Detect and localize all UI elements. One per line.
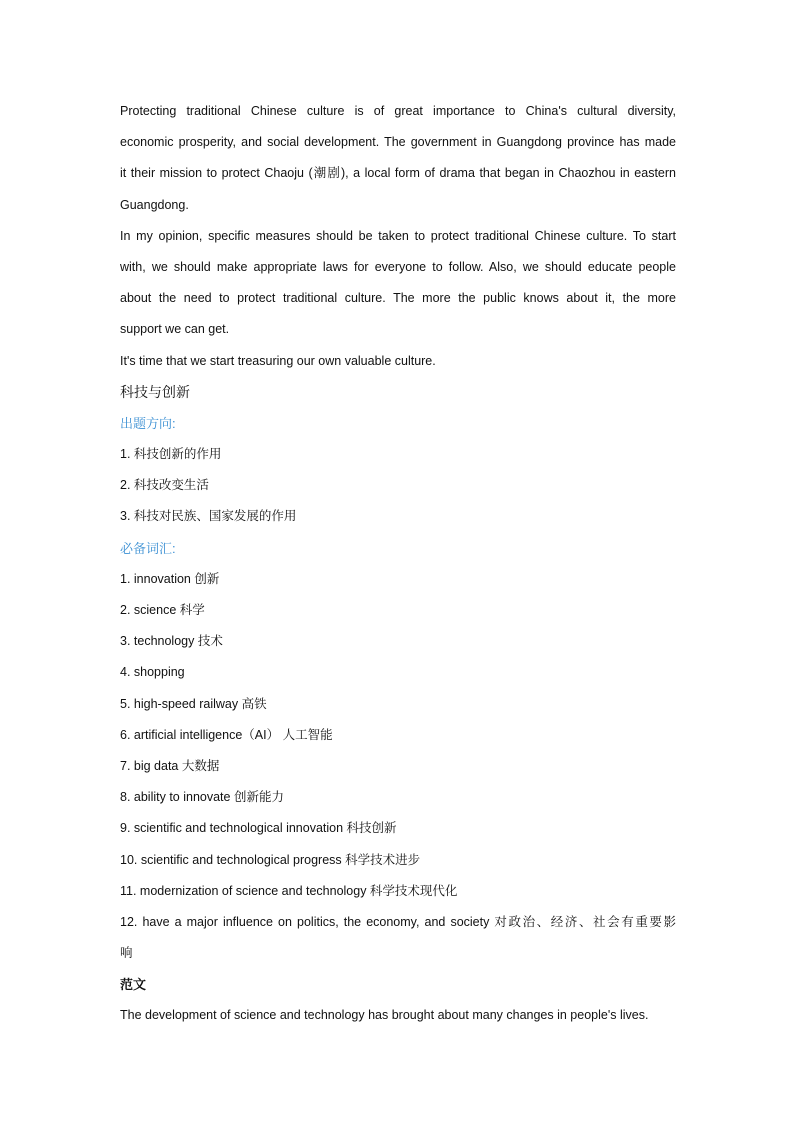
vocab-list [120,564,676,969]
list-item: 4. shopping [120,665,185,680]
paragraph-line: In my opinion, specific measures should be taken to protect traditional Chinese culture. To start [120,228,676,243]
list-item: 8. ability to innovate 创新能力 [120,790,284,805]
document-page [120,96,676,1032]
paragraph-opinion [120,221,676,346]
paragraph-conclusion: It's time that we start treasuring our own valuable culture. [120,353,436,368]
list-item: 12. have a major influence on politics, the economy, and society 对政治、经济、社会有重要影 [120,914,676,929]
paragraph-line: Protecting traditional Chinese culture is of great importance to China's cultural diversity, [120,104,676,118]
paragraph-line: support we can get. [120,322,230,337]
list-item: 6. artificial intelligence（AI） 人工智能 [120,727,333,742]
list-item: 3. 科技对民族、国家发展的作用 [120,509,297,524]
list-item: 9. scientific and technological innovation 科技创新 [120,821,397,836]
paragraph-line: with, we should make appropriate laws for everyone to follow. Also, we should educate people [120,259,676,274]
list-item: 2. science 科学 [120,603,205,617]
paragraph-line: Guangdong. [120,197,189,212]
vocab-label: 必备词汇: [120,540,176,556]
sample-essay-label: 范文 [120,977,147,993]
paragraph-line: it their mission to protect Chaoju (潮剧), a local form of drama that began in Chaozhou in eastern [120,166,676,181]
list-item: 11. modernization of science and technology 科学技术现代化 [120,883,458,898]
directions-list [120,439,676,533]
directions-label: 出题方向: [120,415,176,431]
paragraph-culture-importance [120,96,676,221]
list-item: 10. scientific and technological progress 科学技术进步 [120,852,421,867]
list-item: 3. technology 技术 [120,634,223,649]
list-item-continuation: 响 [120,946,133,961]
list-item: 2. 科技改变生活 [120,478,209,493]
section-title: 科技与创新 [120,383,190,400]
list-item: 7. big data 大数据 [120,758,220,773]
paragraph-line: about the need to protect traditional culture. The more the public knows about it, the more [120,291,676,306]
paragraph-line: economic prosperity, and social development. The government in Guangdong province has made [120,135,676,150]
list-item: 1. innovation 创新 [120,571,220,586]
list-item: 1. 科技创新的作用 [120,447,222,462]
sample-essay-text: The development of science and technology has brought about many changes in people's lives. [120,1008,649,1023]
list-item: 5. high-speed railway 高铁 [120,696,267,711]
